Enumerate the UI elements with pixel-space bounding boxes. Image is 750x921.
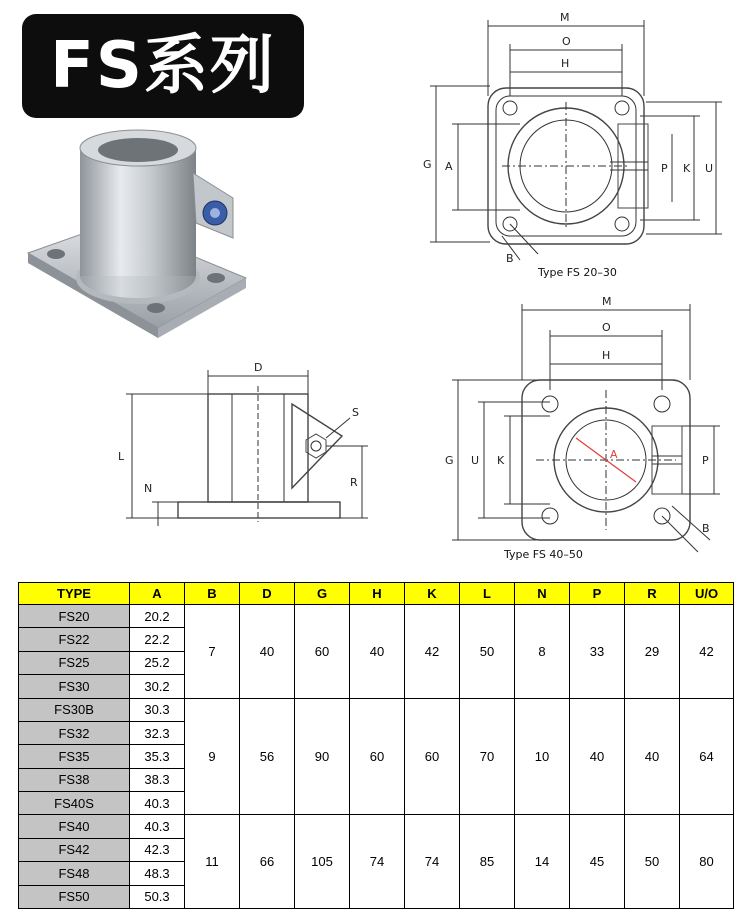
dim-label-k: K	[497, 454, 505, 467]
col-header: R	[625, 583, 680, 605]
col-header: P	[570, 583, 625, 605]
l-cell: 50	[460, 605, 515, 699]
dim-label-a: A	[445, 160, 453, 173]
a-cell: 30.2	[130, 675, 185, 698]
col-header: A	[130, 583, 185, 605]
uo-cell: 80	[680, 815, 734, 909]
type-cell: FS30B	[19, 698, 130, 721]
b-cell: 11	[185, 815, 240, 909]
k-cell: 60	[405, 698, 460, 815]
dim-label-m: M	[602, 295, 612, 308]
dim-label-n: N	[144, 482, 153, 495]
n-cell: 14	[515, 815, 570, 909]
table-row	[19, 815, 734, 838]
b-cell: 9	[185, 698, 240, 815]
table-row	[19, 698, 734, 721]
col-header: K	[405, 583, 460, 605]
type-cell: FS32	[19, 721, 130, 744]
k-cell: 74	[405, 815, 460, 909]
uo-cell: 64	[680, 698, 734, 815]
table-header-row	[19, 583, 734, 605]
type-cell: FS22	[19, 628, 130, 651]
dim-label-p: P	[702, 454, 709, 467]
a-cell: 32.3	[130, 721, 185, 744]
type-cell: FS25	[19, 651, 130, 674]
uo-cell: 42	[680, 605, 734, 699]
p-cell: 40	[570, 698, 625, 815]
r-cell: 40	[625, 698, 680, 815]
product-photo	[18, 128, 258, 343]
type-cell: FS20	[19, 605, 130, 628]
a-cell: 22.2	[130, 628, 185, 651]
col-header: TYPE	[19, 583, 130, 605]
type-cell: FS35	[19, 745, 130, 768]
d-cell: 66	[240, 815, 295, 909]
type-cell: FS50	[19, 885, 130, 909]
a-cell: 40.3	[130, 792, 185, 815]
a-cell: 25.2	[130, 651, 185, 674]
h-cell: 74	[350, 815, 405, 909]
dim-label-h: H	[561, 57, 570, 70]
col-header: D	[240, 583, 295, 605]
p-cell: 33	[570, 605, 625, 699]
drawing-type-fs40-50	[440, 290, 740, 572]
p-cell: 45	[570, 815, 625, 909]
d-cell: 40	[240, 605, 295, 699]
type-cell: FS42	[19, 838, 130, 861]
a-cell: 42.3	[130, 838, 185, 861]
d-cell: 56	[240, 698, 295, 815]
type-cell: FS48	[19, 862, 130, 885]
g-cell: 90	[295, 698, 350, 815]
dim-label-h: H	[602, 349, 611, 362]
dim-label-m: M	[560, 11, 570, 24]
type-cell: FS40S	[19, 792, 130, 815]
col-header: N	[515, 583, 570, 605]
col-header: L	[460, 583, 515, 605]
a-cell: 35.3	[130, 745, 185, 768]
a-cell: 38.3	[130, 768, 185, 791]
dim-label-b: B	[702, 522, 710, 535]
dim-label-u: U	[471, 454, 480, 467]
b-cell: 7	[185, 605, 240, 699]
series-title-badge	[22, 14, 304, 118]
dim-label-u: U	[705, 162, 714, 175]
h-cell: 40	[350, 605, 405, 699]
caption-type-fs40-50: Type FS 40–50	[504, 548, 583, 561]
col-header: H	[350, 583, 405, 605]
a-cell: 50.3	[130, 885, 185, 909]
dim-label-g: G	[423, 158, 432, 171]
caption-type-fs20-30: Type FS 20–30	[538, 266, 617, 279]
type-cell: FS38	[19, 768, 130, 791]
dim-label-b: B	[506, 252, 514, 265]
dim-label-k: K	[683, 162, 691, 175]
dim-label-d: D	[254, 361, 263, 374]
drawing-side-view	[112, 356, 382, 536]
a-cell: 40.3	[130, 815, 185, 838]
k-cell: 42	[405, 605, 460, 699]
a-cell: 20.2	[130, 605, 185, 628]
dim-label-o: O	[602, 321, 611, 334]
type-cell: FS40	[19, 815, 130, 838]
dim-label-l: L	[118, 450, 125, 463]
g-cell: 60	[295, 605, 350, 699]
dim-label-a: A	[610, 448, 618, 461]
h-cell: 60	[350, 698, 405, 815]
l-cell: 85	[460, 815, 515, 909]
dim-label-s: S	[352, 406, 359, 419]
type-cell: FS30	[19, 675, 130, 698]
g-cell: 105	[295, 815, 350, 909]
dim-label-p: P	[661, 162, 668, 175]
series-title: FS系列	[50, 29, 276, 103]
col-header: G	[295, 583, 350, 605]
col-header: U/O	[680, 583, 734, 605]
r-cell: 29	[625, 605, 680, 699]
table-row	[19, 605, 734, 628]
dim-label-o: O	[562, 35, 571, 48]
drawing-type-fs20-30	[410, 6, 730, 288]
l-cell: 70	[460, 698, 515, 815]
col-header: B	[185, 583, 240, 605]
a-cell: 30.3	[130, 698, 185, 721]
dim-label-r: R	[350, 476, 358, 489]
a-cell: 48.3	[130, 862, 185, 885]
r-cell: 50	[625, 815, 680, 909]
dim-label-g: G	[445, 454, 454, 467]
n-cell: 10	[515, 698, 570, 815]
spec-table	[18, 582, 734, 909]
n-cell: 8	[515, 605, 570, 699]
